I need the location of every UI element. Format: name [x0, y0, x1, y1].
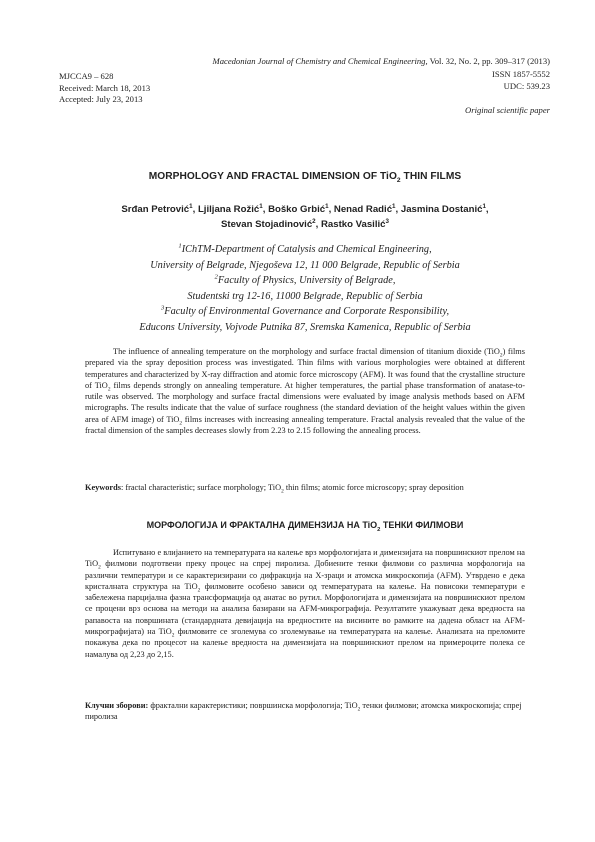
macedonian-keywords: Клучни зборови: фрактални карактеристики; површинска морфологија; TiO$_2$ тенки филмови; атомска микроскопија; спреј пиролиза [85, 701, 522, 722]
author: Rastko Vasilić$^3$ [320, 217, 389, 230]
keywords-label: Keywords [85, 483, 121, 492]
macedonian-title: МОРФОЛОГИЈА И ФРАКТАЛНА ДИМЕНЗИЈА НА TiO$_2$ ТЕНКИ ФИЛМОВИ [146, 520, 464, 533]
mjcca-id: MJCCA9 – 628 [59, 71, 114, 81]
macedonian-abstract [85, 547, 525, 660]
author: Jasmina Dostanić$^1$, [400, 202, 489, 215]
affiliation-line: Educons University, Vojvode Putnika 87, Sremska Kamenica, Republic of Serbia [139, 321, 471, 333]
affiliation: $^1$IChTM-Department of Catalysis and Chemical Engineering, [178, 242, 432, 255]
paper-type: Original scientific paper [465, 105, 550, 115]
accepted-date: Accepted: July 23, 2013 [59, 94, 143, 104]
affiliation: $^3$Faculty of Environmental Governance and Corporate Responsibility, [160, 304, 450, 318]
author: Boško Grbić$^1$, [268, 202, 334, 215]
article-meta [59, 71, 150, 106]
keywords: Keywords: fractal characteristic; surface morphology; TiO$_2$ thin films; atomic force microscopy; spray deposition [85, 483, 464, 495]
author: Stevan Stojadinović$^2$, [221, 217, 321, 230]
author: Ljiljana Rožić$^1$, [197, 202, 269, 215]
journal-codes [492, 69, 550, 92]
author-list [120, 202, 490, 232]
udc: UDC: 539.23 [503, 80, 550, 91]
paper-title: MORPHOLOGY AND FRACTAL DIMENSION OF TiO$_2$ THIN FILMS [148, 171, 462, 185]
macedonian-abstract-text: Испитувано е влијанието на температурата на калење врз морфологијата и димензијата на површинскиот прелом на TiO$_2$ филмови подготвени преку процес на спреј пиролиза. Добиените тенки филмови со различна морфологија на различни температури и се карактеризирани со дифракција на X-зраци и атомска микроскопија (AFM). Утврдено е дека кристалната структура на TiO$_2$ филмовите особено зависи од температурата на калење. На повисоки температури е забележена парцијална фазна трансформација од анатас во рутил. Морфологијата и димензијата на површинскиот прелом се процени врз основа на методи на анализа базирани на AFM-микрографија. Резултатите укажуваат дека вредноста на рапавоста на површината (стандардната девијација на вредностите на висините во рамките на дадена област на AFM-микрографијата) на TiO$_2$ филмовите се зголемува со зголемување на температурата на калење. Анализата на преломите покажува дека по процесот на калење вредноста на димензијата на површинскиот прелом на примероците полека се намалува од 2,23 до 2,15. [85, 548, 526, 659]
affiliation: $^2$Faculty of Physics, University of Belgrade, [214, 273, 396, 287]
received-date: Received: March 18, 2013 [59, 82, 151, 93]
affiliation-line: University of Belgrade, Njegoševa 12, 11 000 Belgrade, Republic of Serbia [150, 259, 460, 271]
abstract [85, 346, 525, 436]
author: Nenad Radić$^1$, [333, 202, 401, 215]
macedonian-keywords-label: Клучни зборови: [85, 701, 149, 710]
affiliation-line: Studentski trg 12-16, 11000 Belgrade, Republic of Serbia [187, 290, 423, 302]
volume-info: Vol. 32, No. 2, pp. 309–317 (2013) [427, 56, 550, 66]
abstract-text: The influence of annealing temperature on the morphology and surface fractal dimension of titanium dioxide (TiO$_2$) films prepared via the spray deposition process was investigated. Thin films with various morphologies were obtained at different temperatures and characterized by X-ray diffraction and atomic force microscopy (AFM). It was found that the crystalline structure of TiO$_2$ films depends strongly on annealing temperature. At higher temperatures, the partial phase transformation of anatase-to-rutile was observed. The morphology and surface fractal dimensions were evaluated by image analysis methods based on AFM micrographs. The results indicate that the value of surface roughness (the standard deviation of the height values within the given area of AFM image) of TiO$_2$ films increases with increasing annealing temperature. Fractal analysis revealed that the value of the fractal dimension of the samples decreases slowly from 2.23 to 2.15 following the annealing process. [85, 347, 525, 436]
author: Srđan Petrović$^1$, [121, 202, 198, 215]
affiliations [70, 242, 540, 336]
journal-citation [60, 56, 550, 66]
issn: ISSN 1857-5552 [491, 69, 550, 79]
journal-name: Macedonian Journal of Chemistry and Chemical Engineering, [212, 56, 428, 66]
